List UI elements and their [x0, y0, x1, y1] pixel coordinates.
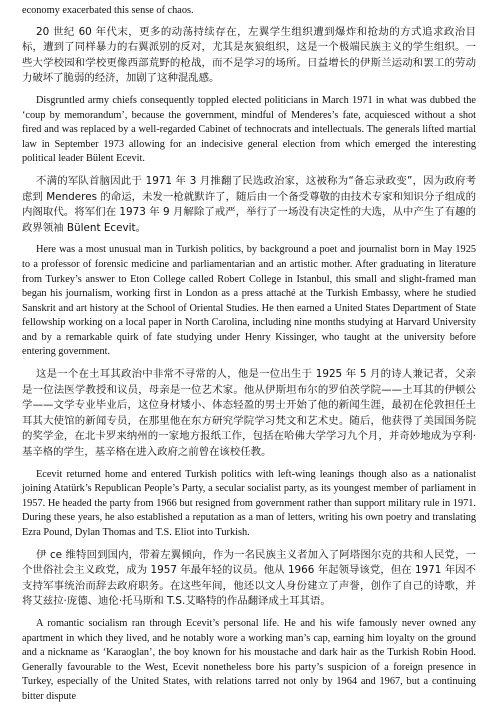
paragraph-chinese: 伊 ce 维特回到国内，带着左翼倾向，作为一名民族主义者加入了阿塔图尔克的共和人民党，一个世俗社会主义政党，成为 1957 年最年轻的议员。他从 1966 年起领导该党，但在 1971 年因不支持军事统治而辞去政府职务。在这些年间，他还以文人身份建立了声誉，创作了自己的诗歌，并将艾兹拉·庞德、迪伦·托马斯和 T.S.艾略特的作品翻译成土耳其语。: [22, 548, 476, 608]
paragraph-chinese: 20 世纪 60 年代末，更多的动荡持续存在，左翼学生组织遭到爆炸和抢劫的方式追求政治目标，遭到了同样暴力的右翼派别的反对，尤其是灰狼组织，这是一个极端民族主义的学生组织。一些大学校园和学校更像西部荒野的枪战，而不是学习的场所。日益增长的伊斯兰运动和罢工的劳动力破坏了脆弱的经济，加剧了这种混乱感。: [22, 25, 476, 85]
paragraph-english: economy exacerbated this sense of chaos.: [22, 5, 194, 16]
paragraph-english: Here was a most unusual man in Turkish politics, by background a poet and journalist born in May 1925 to a professor of forensic medicine and parliamentarian and an artistic mother. After graduating in literature from Turkey’s answer to Eton College called Robert College in Istanbul, this small and slight-framed man began his journalism, working first in London as a press attaché at the Turkish Embassy, where he studied Sanskrit and art history at the School of Oriental Studies. He then earned a United States Department of State fellowship working on a local paper in North Carolina, including nine months studying at Harvard University and by a remarkable quirk of fate studying under Henry Kissinger, who taught at the university before entering government.: [22, 244, 476, 358]
paragraph-chinese: 不满的军队首脑因此于 1971 年 3 月推翻了民选政治家，这被称为“备忘录政变”，因为政府考虑到 Menderes 的命运，未发一枪就默许了，随后由一个备受尊敬的由技术专家和知识分子组成的内阁取代。将军们在 1973 年 9 月解除了戒严，举行了一场没有决定性的大选，从中产生了有趣的政界领袖 Bülent Ecevit。: [22, 174, 476, 234]
paragraph-chinese: 这是一个在土耳其政治中非常不寻常的人，他是一位出生于 1925 年 5 月的诗人兼记者，父亲是一位法医学教授和议员，母亲是一位艺术家。他从伊斯坦布尔的罗伯茨学院——土耳其的伊顿公学——文学专业毕业后，这位身材矮小、体态轻盈的男士开始了他的新闻生涯，最初在伦敦担任土耳其大使馆的新闻专员，在那里他在东方研究学院学习梵文和艺术史。随后，他获得了美国国务院的奖学金，在北卡罗来纳州的一家地方报纸工作，包括在哈佛大学学习九个月，并奇妙地成为亨利·基辛格的学生，基辛格在进入政府之前曾在该校任教。: [22, 368, 476, 459]
paragraph-english: Ecevit returned home and entered Turkish politics with left-wing leanings though also as a nationalist joining Atatürk’s Republican People’s Party, a secular socialist party, as its youngest member of parliament in 1957. He headed the party from 1966 but resigned from government rather than support military rule in 1971. During these years, he also established a reputation as a man of letters, writing his own poetry and translating Ezra Pound, Dylan Thomas and T.S. Eliot into Turkish.: [22, 468, 476, 538]
paragraph-english: A romantic socialism ran through Ecevit’s personal life. He and his wife famously never owned any apartment in which they lived, and he notably wore a working man’s cap, earning him loyalty on the ground and a nickname as ‘Karaoglan’, the boy known for his moustache and dark hair as the Turkish Robin Hood. Generally favourable to the West, Ecevit nonetheless bore his party’s suspicion of a foreign presence in Turkey, especially of the United States, with relations tarred not only by 1964 and 1967, but a continuing bitter dispute: [22, 617, 476, 702]
paragraph-english: Disgruntled army chiefs consequently toppled elected politicians in March 1971 in what was dubbed the ‘coup by memorandum’, because the government, mindful of Menderes’s fate, acquiesced without a shot fired and was replaced by a well-regarded Cabinet of technocrats and intellectuals. The generals lifted martial law in September 1973 allowing for an indecisive general election from which emerged the interesting political leader Bülent Ecevit.: [22, 94, 476, 165]
